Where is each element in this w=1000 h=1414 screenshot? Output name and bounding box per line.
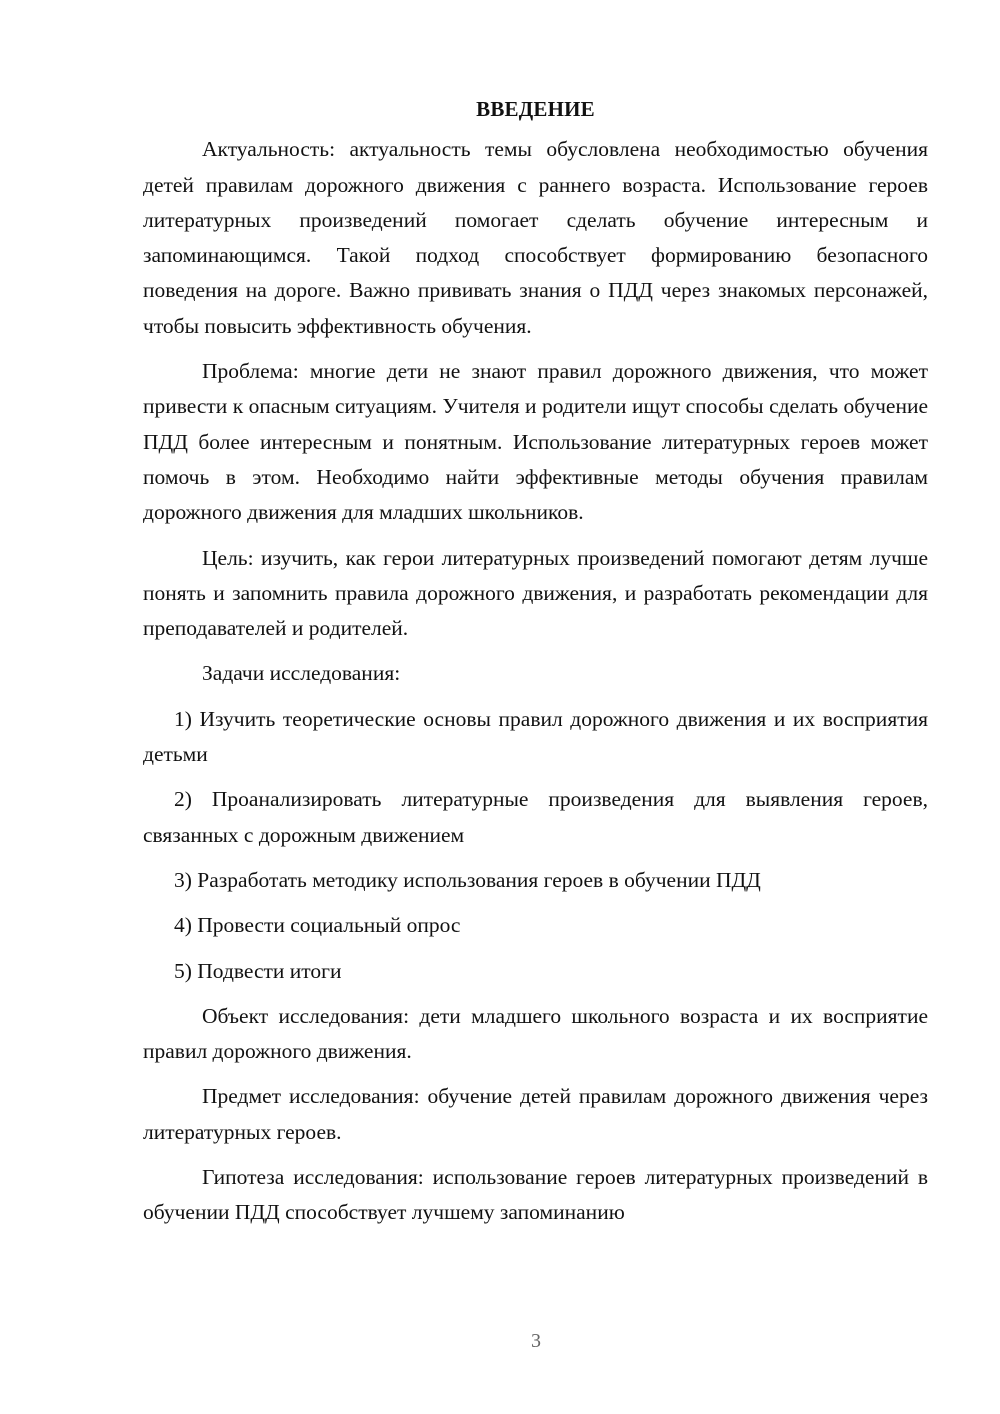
document-page xyxy=(143,92,928,1241)
goal-paragraph: Цель: изучить, как герои литературных произведений помогают детям лучше понять и запомнить правила дорожного движения, и разработать рекомендации для преподавателей и родителей. xyxy=(143,545,928,641)
hypothesis-paragraph: Гипотеза исследования: использование героев литературных произведений в обучении ПДД способствует лучшему запоминанию xyxy=(143,1165,928,1225)
object-paragraph: Объект исследования: дети младшего школьного возраста и их восприятие правил дорожного движения. xyxy=(143,1003,928,1064)
subject-paragraph: Предмет исследования: обучение детей правилам дорожного движения через литературных героев. xyxy=(143,1084,928,1144)
relevance-paragraph: Актуальность: актуальность темы обусловлена необходимостью обучения детей правилам дорожного движения с раннего возраста. Использование героев литературных произведений помогает сделать обучение интересным и запоминающимся. Такой подход способствует формированию безопасного поведения на дороге. Важно прививать знания о ПДД через знакомых персонажей, чтобы повысить эффективность обучения. xyxy=(143,137,928,338)
task-item-5: 5) Подвести итоги xyxy=(174,958,342,983)
section-title: ВВЕДЕНИЕ xyxy=(476,97,595,121)
task-item-3: 3) Разработать методику использования героев в обучении ПДД xyxy=(174,867,761,892)
task-item-2: 2) Проанализировать литературные произведения для выявления героев, связанных с дорожным движением xyxy=(143,787,928,847)
page-number: 3 xyxy=(531,1330,541,1352)
task-item-1: 1) Изучить теоретические основы правил дорожного движения и их восприятия детьми xyxy=(143,706,928,767)
problem-paragraph: Проблема: многие дети не знают правил дорожного движения, что может привести к опасным ситуациям. Учителя и родители ищут способы сделать обучение ПДД более интересным и понятным. Использование литературных героев может помочь в этом. Необходимо найти эффективные методы обучения правилам дорожного движения для младших школьников. xyxy=(143,359,928,525)
tasks-heading: Задачи исследования: xyxy=(202,661,401,686)
task-item-4: 4) Провести социальный опрос xyxy=(174,913,461,938)
